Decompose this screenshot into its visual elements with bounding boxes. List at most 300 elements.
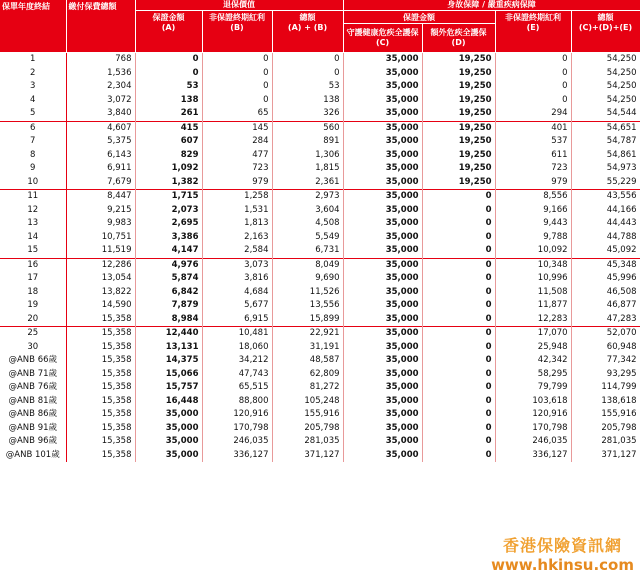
table-cell: 58,295 [495,368,571,382]
table-cell: 16 [0,258,66,272]
table-cell: 10 [0,176,66,190]
header-col-ab: (A) + (B) [287,23,328,32]
table-cell: 45,348 [571,258,640,272]
table-cell: 415 [135,121,202,135]
table-cell: 20 [0,313,66,327]
table-cell: 6,143 [66,149,135,163]
table-cell: 11,519 [66,244,135,258]
table-cell: 13,822 [66,286,135,300]
table-cell: 11,508 [495,286,571,300]
table-row [0,149,640,163]
table-cell: 2,695 [135,217,202,231]
table-cell: 15 [0,244,66,258]
header-col-a: (A) [161,23,176,32]
table-cell: 30 [0,341,66,355]
table-cell: 611 [495,149,571,163]
header-health-protection [343,24,422,53]
table-cell: 34,212 [202,354,272,368]
table-row [0,67,640,81]
table-cell: 54,250 [571,80,640,94]
table-cell: 12,283 [495,313,571,327]
table-cell: 0 [422,354,495,368]
header-total-death [571,11,640,53]
table-cell: 15,899 [272,313,343,327]
header-non-guaranteed-bonus-label: 非保證終期紅利 [209,13,265,22]
table-cell: 43,556 [571,190,640,204]
table-cell: 326 [272,107,343,121]
table-cell: 19,250 [422,94,495,108]
table-cell: 53 [135,80,202,94]
table-row [0,408,640,422]
table-cell: 6,915 [202,313,272,327]
table-cell: 48,587 [272,354,343,368]
table-cell: 1,382 [135,176,202,190]
table-cell: 401 [495,121,571,135]
table-cell: 31,191 [272,341,343,355]
table-cell: 45,996 [571,272,640,286]
table-row [0,368,640,382]
table-cell: 25,948 [495,341,571,355]
table-cell: 35,000 [343,149,422,163]
table-cell: 54,787 [571,135,640,149]
table-row [0,80,640,94]
header-non-guaranteed-bonus [202,11,272,53]
header-extra-protection-label: 額外危疾全護保 [430,28,487,37]
table-cell: 155,916 [571,408,640,422]
table-cell: 8,556 [495,190,571,204]
table-cell: 35,000 [343,272,422,286]
table-cell: 261 [135,107,202,121]
table-cell: 15,358 [66,395,135,409]
table-cell: 35,000 [343,299,422,313]
table-cell: 35,000 [343,121,422,135]
table-row [0,258,640,272]
table-cell: 371,127 [571,449,640,463]
table-cell: @ANB 96歲 [0,435,66,449]
table-cell: 0 [422,435,495,449]
table-cell: 17 [0,272,66,286]
table-cell: 35,000 [343,422,422,436]
table-row [0,272,640,286]
table-cell: 2,304 [66,80,135,94]
table-cell: 4,607 [66,121,135,135]
table-cell: 114,799 [571,381,640,395]
table-cell: 138,618 [571,395,640,409]
table-cell: 3 [0,80,66,94]
header-non-guaranteed-bonus-death-label: 非保證終期紅利 [505,13,562,22]
table-cell: 1,813 [202,217,272,231]
table-cell: 138 [272,94,343,108]
table-body [0,53,640,463]
table-cell: 13,556 [272,299,343,313]
table-cell: 105,248 [272,395,343,409]
header-guaranteed-sum-death: 保證金額 [343,11,495,24]
header-surrender-value: 退保價值 [135,0,343,11]
table-cell: 35,000 [343,286,422,300]
table-cell: 35,000 [343,341,422,355]
table-row [0,162,640,176]
table-cell: 1,715 [135,190,202,204]
table-cell: 19,250 [422,162,495,176]
table-cell: 0 [422,204,495,218]
table-cell: 1,306 [272,149,343,163]
table-cell: 15,358 [66,449,135,463]
table-cell: 284 [202,135,272,149]
table-cell: 723 [495,162,571,176]
table-row [0,135,640,149]
table-cell: 155,916 [272,408,343,422]
table-cell: 14,375 [135,354,202,368]
table-cell: 54,651 [571,121,640,135]
table-row [0,449,640,463]
table-cell: 15,358 [66,408,135,422]
header-year-end: 保單年度終結 [0,0,66,53]
table-cell: 19,250 [422,107,495,121]
table-row [0,217,640,231]
table-cell: 0 [202,67,272,81]
table-cell: 170,798 [202,422,272,436]
table-cell: 15,358 [66,313,135,327]
table-cell: 4,684 [202,286,272,300]
table-cell: 18,060 [202,341,272,355]
table-cell: 11,526 [272,286,343,300]
table-cell: 53 [272,80,343,94]
table-cell: 46,877 [571,299,640,313]
table-cell: 22,921 [272,327,343,341]
table-cell: 15,358 [66,368,135,382]
table-cell: 10,996 [495,272,571,286]
table-cell: 35,000 [343,395,422,409]
table-row [0,422,640,436]
table-cell: 8,049 [272,258,343,272]
table-cell: 0 [202,80,272,94]
table-cell: 19,250 [422,67,495,81]
header-guaranteed-sum [135,11,202,53]
table-cell: 54,544 [571,107,640,121]
table-cell: 10,092 [495,244,571,258]
table-cell: 5 [0,107,66,121]
table-cell: 3,604 [272,204,343,218]
table-cell: 294 [495,107,571,121]
table-cell: 35,000 [343,204,422,218]
table-cell: 19 [0,299,66,313]
table-cell: 723 [202,162,272,176]
table-cell: 11 [0,190,66,204]
table-cell: 35,000 [343,217,422,231]
table-cell: 0 [422,395,495,409]
table-cell: 15,757 [135,381,202,395]
table-cell: 6 [0,121,66,135]
table-cell: 3,073 [202,258,272,272]
table-cell: 170,798 [495,422,571,436]
table-cell: 1,531 [202,204,272,218]
table-cell: 35,000 [135,422,202,436]
header-col-d: (D) [451,38,466,47]
table-cell: 35,000 [343,327,422,341]
header-total-label: 總額 [299,13,316,22]
table-cell: 2,973 [272,190,343,204]
table-cell: 0 [422,341,495,355]
header-col-cde: (C)+(D)+(E) [578,23,633,32]
table-cell: 607 [135,135,202,149]
table-cell: 15,358 [66,327,135,341]
table-cell: 6,731 [272,244,343,258]
table-cell: 0 [422,231,495,245]
table-cell: 3,840 [66,107,135,121]
table-cell: 16,448 [135,395,202,409]
table-cell: 12 [0,204,66,218]
table-cell: 891 [272,135,343,149]
table-cell: 979 [495,176,571,190]
table-cell: 35,000 [343,176,422,190]
table-cell: 35,000 [343,258,422,272]
table-cell: 35,000 [343,313,422,327]
table-cell: 8,447 [66,190,135,204]
table-cell: 54,250 [571,53,640,67]
table-cell: 54,973 [571,162,640,176]
table-cell: 979 [202,176,272,190]
table-cell: @ANB 66歲 [0,354,66,368]
table-cell: 246,035 [495,435,571,449]
table-cell: 35,000 [135,408,202,422]
table-row [0,286,640,300]
table-cell: 15,066 [135,368,202,382]
table-cell: 54,250 [571,94,640,108]
table-cell: 19,250 [422,53,495,67]
table-cell: 35,000 [343,135,422,149]
table-cell: 829 [135,149,202,163]
table-cell: 0 [422,381,495,395]
table-cell: 0 [422,327,495,341]
header-health-protection-label: 守護健康危疾全護保 [346,28,419,37]
table-cell: 15,358 [66,435,135,449]
header-total-premium: 繳付保費總額 [66,0,135,53]
table-cell: 6,842 [135,286,202,300]
table-cell: 0 [422,368,495,382]
header-guaranteed-sum-label: 保證金額 [152,13,185,22]
table-cell: 35,000 [343,381,422,395]
table-row [0,354,640,368]
table-cell: 7,679 [66,176,135,190]
table-cell: 17,070 [495,327,571,341]
table-cell: 52,070 [571,327,640,341]
table-cell: 44,166 [571,204,640,218]
table-cell: 0 [495,67,571,81]
table-cell: 0 [422,286,495,300]
table-cell: 8,984 [135,313,202,327]
table-cell: 2 [0,67,66,81]
table-cell: 19,250 [422,80,495,94]
table-row [0,381,640,395]
header-extra-protection [422,24,495,53]
table-cell: 9,983 [66,217,135,231]
table-cell: 35,000 [343,190,422,204]
table-cell: 0 [202,94,272,108]
table-cell: 45,092 [571,244,640,258]
table-cell: 0 [422,313,495,327]
table-cell: 35,000 [343,80,422,94]
table-row [0,231,640,245]
table-cell: 281,035 [571,435,640,449]
table-cell: 1 [0,53,66,67]
table-cell: 93,295 [571,368,640,382]
table-cell: 5,375 [66,135,135,149]
table-cell: 47,743 [202,368,272,382]
table-cell: 0 [422,422,495,436]
table-cell: 9 [0,162,66,176]
table-cell: @ANB 101歲 [0,449,66,463]
header-col-b: (B) [230,23,244,32]
table-cell: 19,250 [422,135,495,149]
table-cell: 246,035 [202,435,272,449]
table-cell: @ANB 81歲 [0,395,66,409]
table-cell: @ANB 76歲 [0,381,66,395]
table-cell: 4,976 [135,258,202,272]
table-cell: 14,590 [66,299,135,313]
table-cell: 1,536 [66,67,135,81]
header-col-e: (E) [526,23,540,32]
table-cell: 35,000 [343,244,422,258]
table-cell: 42,342 [495,354,571,368]
table-cell: 0 [422,217,495,231]
header-total-death-label: 總額 [597,13,614,22]
table-cell: 537 [495,135,571,149]
table-cell: 1,092 [135,162,202,176]
table-cell: 7,879 [135,299,202,313]
table-cell: @ANB 86歲 [0,408,66,422]
watermark-logo [491,533,634,574]
table-cell: 19,250 [422,121,495,135]
table-cell: 4 [0,94,66,108]
table-cell: 25 [0,327,66,341]
table-cell: 560 [272,121,343,135]
table-cell: 65 [202,107,272,121]
table-cell: 336,127 [495,449,571,463]
table-cell: 145 [202,121,272,135]
table-cell: 0 [422,244,495,258]
table-cell: 35,000 [343,162,422,176]
table-cell: 9,443 [495,217,571,231]
table-cell: 0 [422,272,495,286]
table-cell: 0 [495,94,571,108]
table-cell: 5,549 [272,231,343,245]
table-cell: 371,127 [272,449,343,463]
table-cell: 281,035 [272,435,343,449]
table-cell: 0 [202,53,272,67]
table-row [0,204,640,218]
table-cell: 35,000 [343,231,422,245]
table-cell: 11,877 [495,299,571,313]
table-cell: 10,348 [495,258,571,272]
table-cell: 477 [202,149,272,163]
table-cell: 10,481 [202,327,272,341]
table-cell: 35,000 [343,435,422,449]
table-cell: 60,948 [571,341,640,355]
table-cell: 19,250 [422,176,495,190]
table-cell: 9,166 [495,204,571,218]
table-cell: 35,000 [343,408,422,422]
table-cell: 2,073 [135,204,202,218]
table-cell: 6,911 [66,162,135,176]
table-cell: 35,000 [135,449,202,463]
table-cell: 9,690 [272,272,343,286]
table-cell: 35,000 [343,107,422,121]
table-cell: 12,440 [135,327,202,341]
table-row [0,176,640,190]
table-cell: 10,751 [66,231,135,245]
table-row [0,435,640,449]
table-cell: 3,816 [202,272,272,286]
table-cell: 88,800 [202,395,272,409]
table-row [0,107,640,121]
table-cell: 54,250 [571,67,640,81]
table-cell: 336,127 [202,449,272,463]
table-cell: 0 [422,190,495,204]
table-cell: 55,229 [571,176,640,190]
table-cell: 2,163 [202,231,272,245]
table-cell: 14 [0,231,66,245]
table-cell: 205,798 [571,422,640,436]
table-cell: 35,000 [343,354,422,368]
table-cell: 5,677 [202,299,272,313]
header-non-guaranteed-bonus-death [495,11,571,53]
table-cell: 0 [422,449,495,463]
table-row [0,341,640,355]
table-cell: 19,250 [422,149,495,163]
table-cell: 0 [272,53,343,67]
table-cell: 768 [66,53,135,67]
table-cell: 0 [135,67,202,81]
table-cell: 35,000 [343,94,422,108]
table-cell: @ANB 91歲 [0,422,66,436]
watermark-line-1: 香港保險資訊網 [503,536,623,555]
table-cell: 35,000 [343,449,422,463]
table-cell: 205,798 [272,422,343,436]
table-cell: @ANB 71歲 [0,368,66,382]
table-cell: 13,131 [135,341,202,355]
table-cell: 0 [422,408,495,422]
table-row [0,94,640,108]
table-row [0,53,640,67]
table-cell: 13,054 [66,272,135,286]
table-cell: 4,147 [135,244,202,258]
table-cell: 103,618 [495,395,571,409]
table-cell: 1,815 [272,162,343,176]
table-cell: 35,000 [343,67,422,81]
table-cell: 18 [0,286,66,300]
table-cell: 44,443 [571,217,640,231]
table-cell: 15,358 [66,381,135,395]
table-cell: 0 [422,299,495,313]
table-cell: 2,361 [272,176,343,190]
table-row [0,313,640,327]
table-cell: 0 [422,258,495,272]
table-cell: 44,788 [571,231,640,245]
header-col-c: (C) [375,38,390,47]
table-row [0,244,640,258]
table-cell: 8 [0,149,66,163]
table-cell: 7 [0,135,66,149]
table-cell: 35,000 [135,435,202,449]
header-death-benefit: 身故保障 / 嚴重疾病保障 [343,0,640,11]
table-cell: 54,861 [571,149,640,163]
table-cell: 62,809 [272,368,343,382]
table-cell: 46,508 [571,286,640,300]
table-cell: 13 [0,217,66,231]
table-cell: 35,000 [343,368,422,382]
table-row [0,121,640,135]
table-cell: 5,874 [135,272,202,286]
